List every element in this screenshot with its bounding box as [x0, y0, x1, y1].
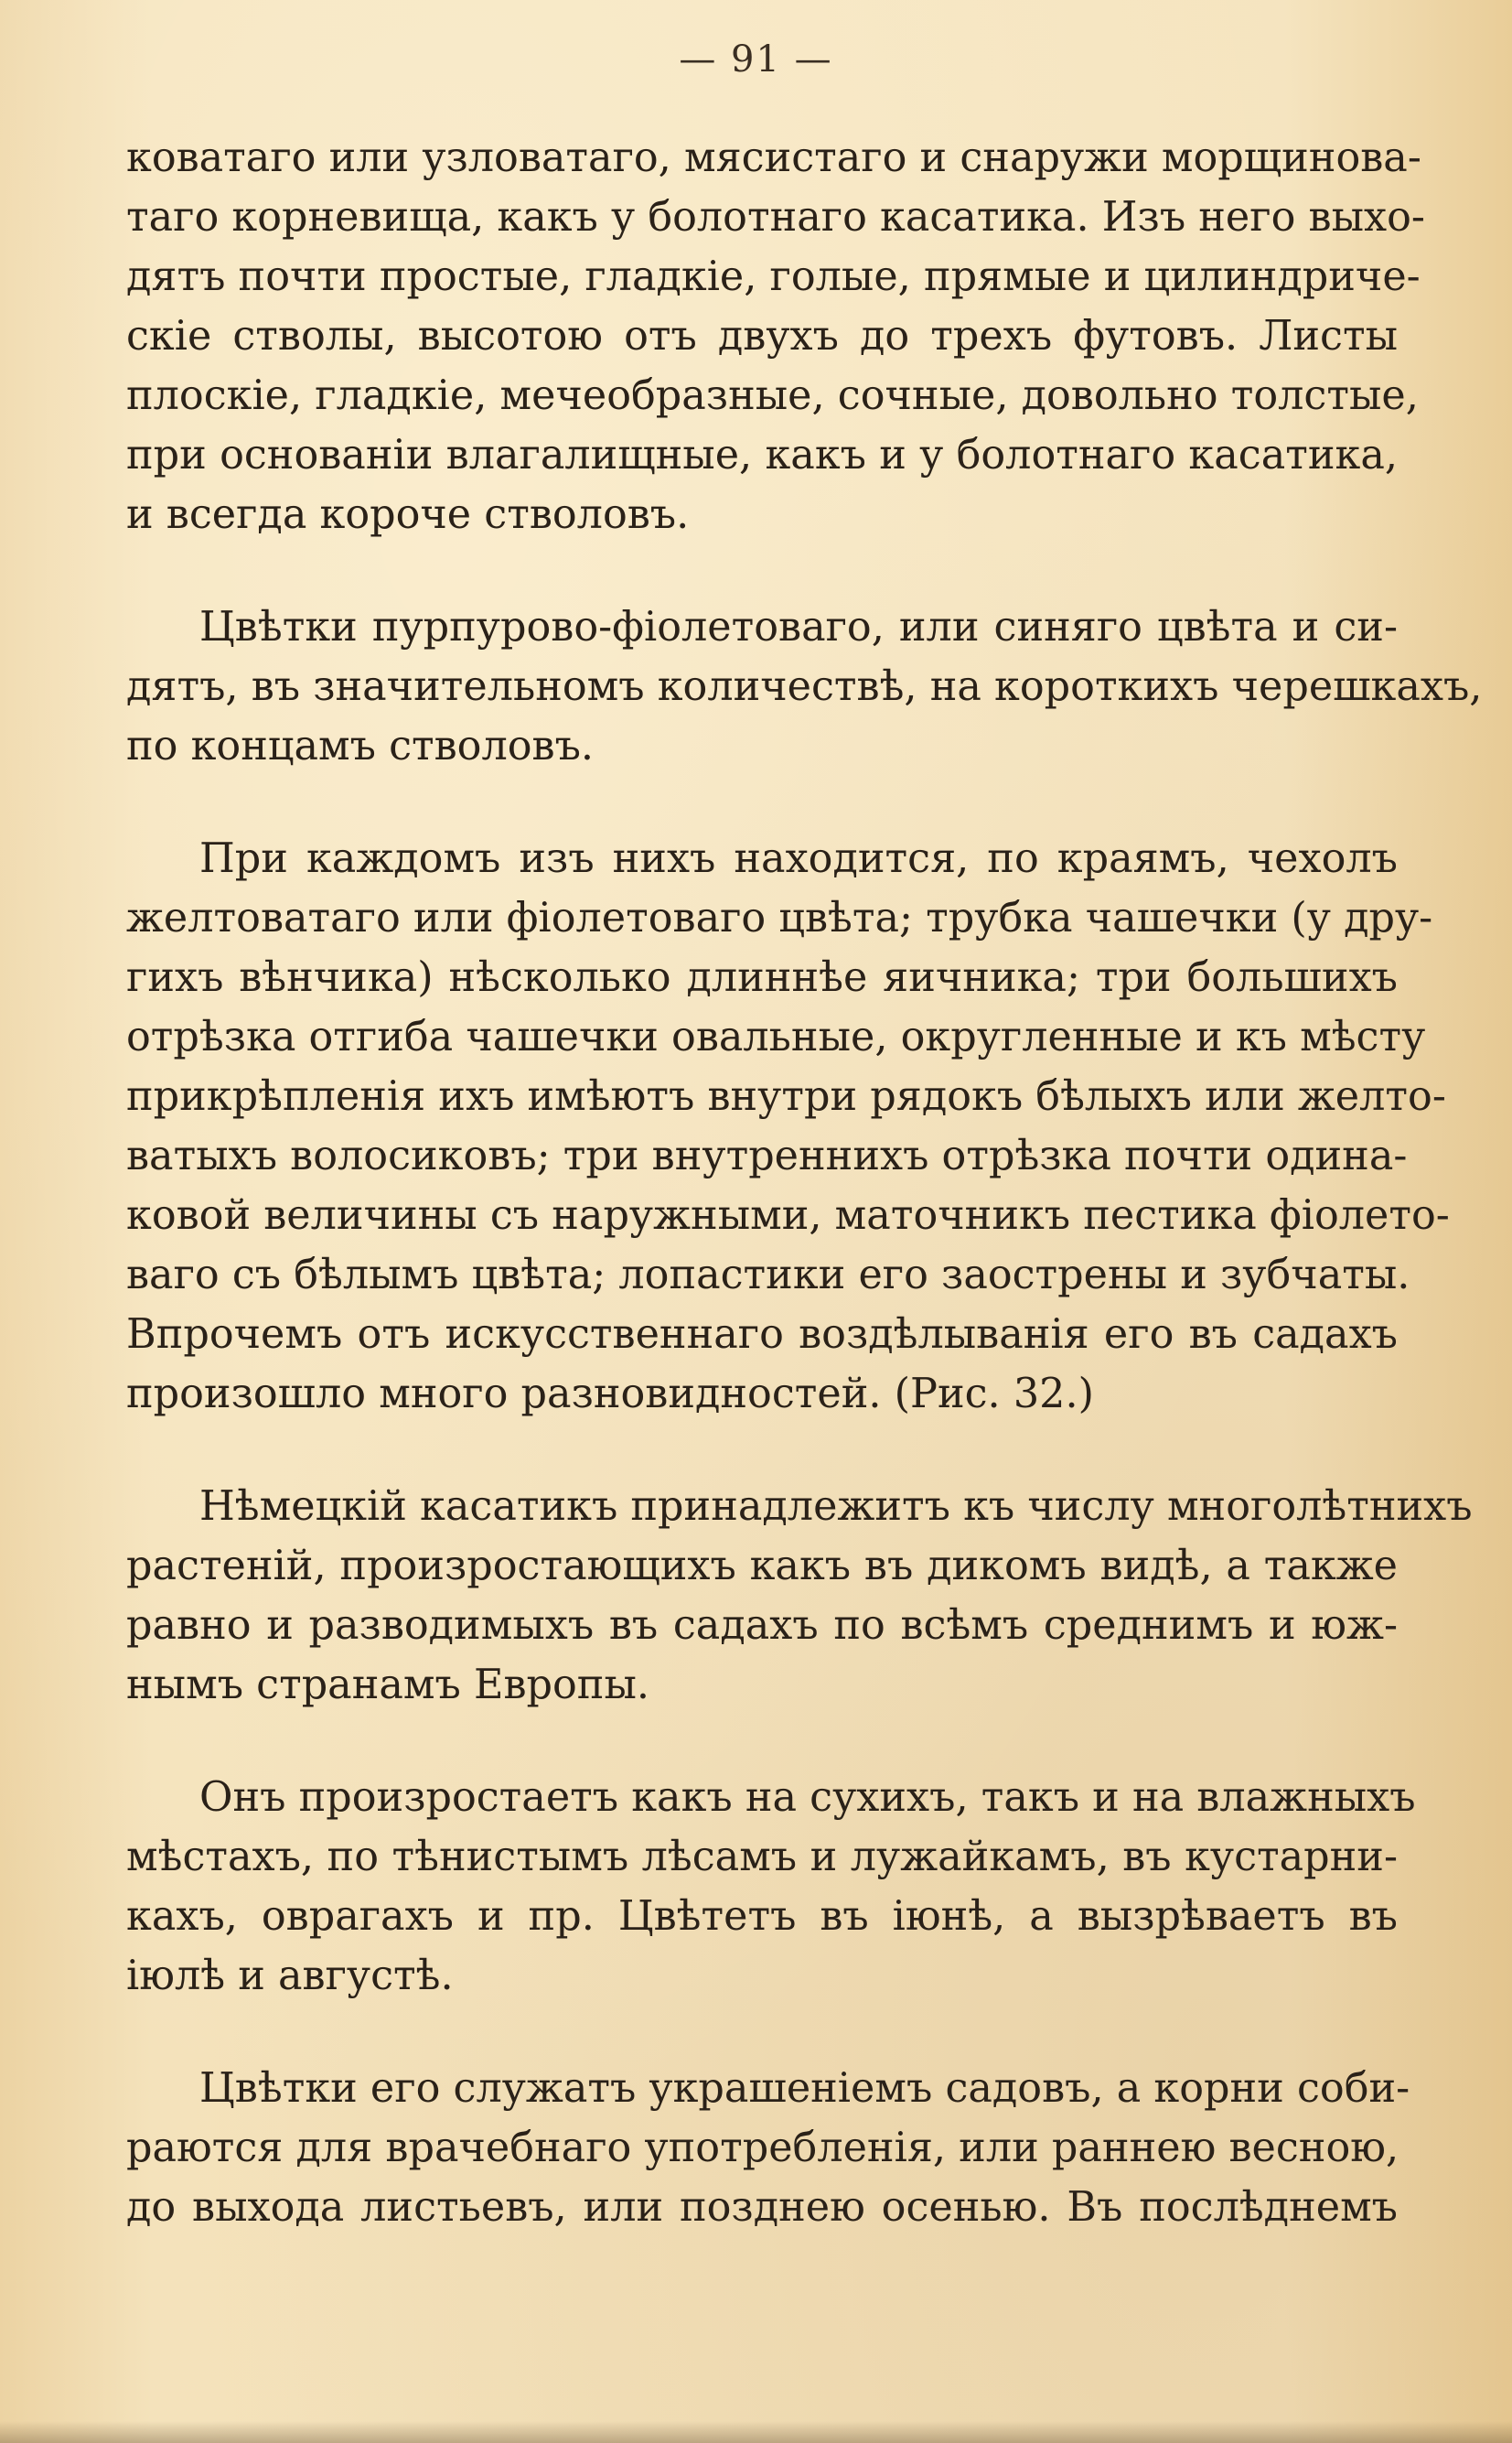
text-line: гихъ вѣнчика) нѣсколько длиннѣе яичника; три большихъ [126, 954, 1398, 1001]
text-line: плоскіе, гладкіе, мечеобразные, сочные, довольно толстые, [126, 372, 1419, 419]
text-line: растеній, произростающихъ какъ въ дикомъ видѣ, а также [126, 1543, 1398, 1589]
text-line: раются для врачебнаго употребленія, или раннею весною, [126, 2125, 1399, 2171]
text-line: ваго съ бѣлымъ цвѣта; лопастики его заострены и зубчаты. [126, 1252, 1410, 1298]
paragraph-1 [126, 128, 1425, 544]
text-line: мѣстахъ, по тѣнистымъ лѣсамъ и лужайкамъ, въ кустарни- [126, 1834, 1398, 1880]
text-line: дятъ, въ значительномъ количествѣ, на короткихъ черешкахъ, [126, 663, 1483, 710]
text-line: равно и разводимыхъ въ садахъ по всѣмъ среднимъ и юж- [126, 1602, 1398, 1649]
text-line: по концамъ стволовъ. [126, 723, 595, 769]
text-line: коватаго или узловатаго, мясистаго и снаружи морщинова- [126, 135, 1421, 181]
body-text [126, 128, 1483, 2290]
page-bottom-edge [0, 2421, 1512, 2443]
text-line: и всегда короче стволовъ. [126, 491, 690, 538]
paragraph-5 [126, 1768, 1416, 2006]
text-line: нымъ странамъ Европы. [126, 1662, 650, 1708]
text-line: желтоватаго или фіолетоваго цвѣта; трубка чашечки (у дру- [126, 895, 1433, 942]
text-line: Цвѣтки пурпурово-фіолетоваго, или синяго цвѣта и си- [199, 604, 1398, 651]
text-line: дятъ почти простые, гладкіе, голые, прямые и цилиндриче- [126, 253, 1421, 300]
text-line: скіе стволы, высотою отъ двухъ до трехъ футовъ. Листы [126, 313, 1398, 360]
text-line: прикрѣпленія ихъ имѣютъ внутри рядокъ бѣлыхъ или желто- [126, 1073, 1446, 1120]
text-line: Цвѣтки его служатъ украшеніемъ садовъ, а корни соби- [199, 2065, 1410, 2112]
paragraph-4 [126, 1477, 1473, 1715]
text-line: ватыхъ волосиковъ; три внутреннихъ отрѣзка почти одина- [126, 1133, 1408, 1179]
text-line: до выхода листьевъ, или позднею осенью. Въ послѣднемъ [126, 2184, 1398, 2231]
text-line: іюлѣ и августѣ. [126, 1953, 454, 1999]
text-line: отрѣзка отгиба чашечки овальные, округленные и къ мѣсту [126, 1014, 1426, 1060]
text-line: кахъ, оврагахъ и пр. Цвѣтетъ въ іюнѣ, а вызрѣваетъ въ [126, 1893, 1398, 1940]
text-line: Впрочемъ отъ искусственнаго воздѣлыванія его въ садахъ [126, 1311, 1398, 1358]
paragraph-3 [126, 829, 1450, 1424]
text-line: Нѣмецкій касатикъ принадлежитъ къ числу многолѣтнихъ [199, 1483, 1473, 1530]
paragraph-6 [126, 2059, 1410, 2237]
text-line: Онъ произростаетъ какъ на сухихъ, такъ и на влажныхъ [199, 1774, 1416, 1821]
text-line: при основаніи влагалищные, какъ и у болотнаго касатика, [126, 432, 1398, 479]
text-line: При каждомъ изъ нихъ находится, по краямъ, чехолъ [199, 835, 1398, 882]
text-line: таго корневища, какъ у болотнаго касатика. Изъ него выхо- [126, 194, 1425, 241]
text-line: ковой величины съ наружными, маточникъ пестика фіолето- [126, 1192, 1450, 1239]
text-line: произошло много разновидностей. (Рис. 32.) [126, 1371, 1094, 1417]
paragraph-2 [126, 597, 1483, 776]
page-number: — 91 — [679, 38, 833, 81]
